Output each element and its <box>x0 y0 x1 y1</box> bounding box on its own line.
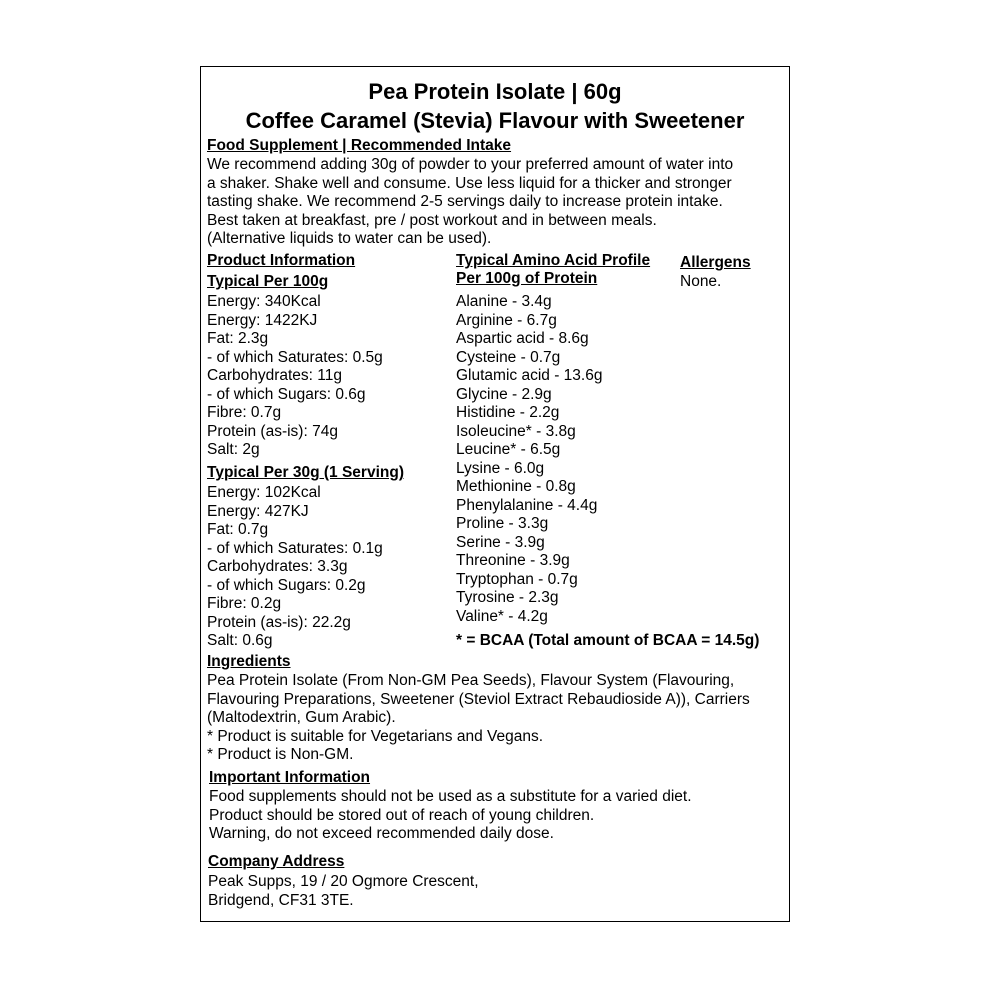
important-line: Food supplements should not be used as a substitute for a varied diet. <box>209 788 692 805</box>
intake-text <box>207 156 733 249</box>
ingredients-line: * Product is Non-GM. <box>207 746 354 763</box>
company-heading: Company Address <box>208 853 345 870</box>
amino-line: Valine* - 4.2g <box>456 607 548 625</box>
ingredients-line: * Product is suitable for Vegetarians and Vegans. <box>207 727 544 745</box>
intake-line: (Alternative liquids to water can be used). <box>207 230 492 247</box>
ingredients-line: Flavouring Preparations, Sweetener (Steviol Extract Rebaudioside A)), Carriers <box>207 690 750 708</box>
important-line: Product should be stored out of reach of young children. <box>209 806 595 824</box>
nutrition-line: Fat: 2.3g <box>207 330 269 347</box>
bcaa-note: * = BCAA (Total amount of BCAA = 14.5g) <box>456 632 760 649</box>
nutrition-line: Protein (as-is): 74g <box>207 422 338 440</box>
nutrition-line: Fibre: 0.7g <box>207 404 282 421</box>
product-title: Pea Protein Isolate | 60g <box>368 79 622 104</box>
amino-line: Aspartic acid - 8.6g <box>456 330 589 347</box>
important-heading: Important Information <box>209 769 371 786</box>
amino-line: Glycine - 2.9g <box>456 385 552 403</box>
amino-line: Threonine - 3.9g <box>456 552 570 569</box>
allergens-value: None. <box>680 273 722 290</box>
amino-line: Phenylalanine - 4.4g <box>456 496 598 514</box>
amino-subheading: Per 100g of Protein <box>456 270 598 287</box>
nutrition-line: Energy: 340Kcal <box>207 293 321 310</box>
nutrition-line: - of which Sugars: 0.2g <box>207 576 366 594</box>
amino-line: Isoleucine* - 3.8g <box>456 422 576 440</box>
nutrition-line: - of which Saturates: 0.5g <box>207 348 383 366</box>
amino-line: Glutamic acid - 13.6g <box>456 367 603 384</box>
amino-line: Arginine - 6.7g <box>456 311 557 329</box>
per30-values <box>207 484 383 651</box>
ingredients-line: Pea Protein Isolate (From Non-GM Pea Seeds), Flavour System (Flavouring, <box>207 672 735 689</box>
amino-line: Serine - 3.9g <box>456 533 545 551</box>
amino-line: Histidine - 2.2g <box>456 404 560 421</box>
amino-line: Tryptophan - 0.7g <box>456 570 578 588</box>
allergens-heading: Allergens <box>680 254 751 271</box>
nutrition-line: Salt: 0.6g <box>207 632 273 649</box>
per100-heading: Typical Per 100g <box>207 273 329 290</box>
nutrition-line: Carbohydrates: 3.3g <box>207 558 348 575</box>
product-info-heading: Product Information <box>207 252 356 269</box>
intake-heading: Food Supplement | Recommended Intake <box>207 137 512 154</box>
nutrition-line: - of which Sugars: 0.6g <box>207 385 366 403</box>
intake-line: We recommend adding 30g of powder to your preferred amount of water into <box>207 156 734 173</box>
amino-line: Cysteine - 0.7g <box>456 348 561 366</box>
nutrition-line: Carbohydrates: 11g <box>207 367 342 384</box>
nutrition-line: Fibre: 0.2g <box>207 595 282 612</box>
address-line: Bridgend, CF31 3TE. <box>208 891 354 909</box>
important-text <box>209 788 692 844</box>
amino-line: Alanine - 3.4g <box>456 293 552 310</box>
amino-values <box>456 293 602 626</box>
amino-line: Leucine* - 6.5g <box>456 441 561 458</box>
nutrition-line: - of which Saturates: 0.1g <box>207 539 383 557</box>
amino-line: Lysine - 6.0g <box>456 459 545 477</box>
nutrition-line: Fat: 0.7g <box>207 521 269 538</box>
intake-line: tasting shake. We recommend 2-5 servings daily to increase protein intake. <box>207 193 723 210</box>
ingredients-text <box>207 672 750 765</box>
intake-line: a shaker. Shake well and consume. Use less liquid for a thicker and stronger <box>207 174 732 192</box>
ingredients-heading: Ingredients <box>207 653 291 670</box>
nutrition-line: Energy: 102Kcal <box>207 484 321 501</box>
amino-line: Proline - 3.3g <box>456 515 549 532</box>
address-line: Peak Supps, 19 / 20 Ogmore Crescent, <box>208 873 479 890</box>
per30-heading: Typical Per 30g (1 Serving) <box>207 464 404 481</box>
company-address <box>208 873 479 910</box>
amino-heading: Typical Amino Acid Profile <box>456 252 651 269</box>
supplement-label <box>200 66 790 922</box>
product-subtitle: Coffee Caramel (Stevia) Flavour with Sweetener <box>245 108 745 133</box>
intake-line: Best taken at breakfast, pre / post workout and in between meals. <box>207 211 657 229</box>
important-line: Warning, do not exceed recommended daily dose. <box>209 825 554 842</box>
per100-values <box>207 293 383 460</box>
nutrition-line: Energy: 427KJ <box>207 502 309 520</box>
amino-line: Tyrosine - 2.3g <box>456 589 559 606</box>
nutrition-line: Salt: 2g <box>207 441 260 458</box>
nutrition-line: Energy: 1422KJ <box>207 311 318 329</box>
nutrition-line: Protein (as-is): 22.2g <box>207 613 351 631</box>
ingredients-line: (Maltodextrin, Gum Arabic). <box>207 709 396 726</box>
amino-line: Methionine - 0.8g <box>456 478 576 495</box>
